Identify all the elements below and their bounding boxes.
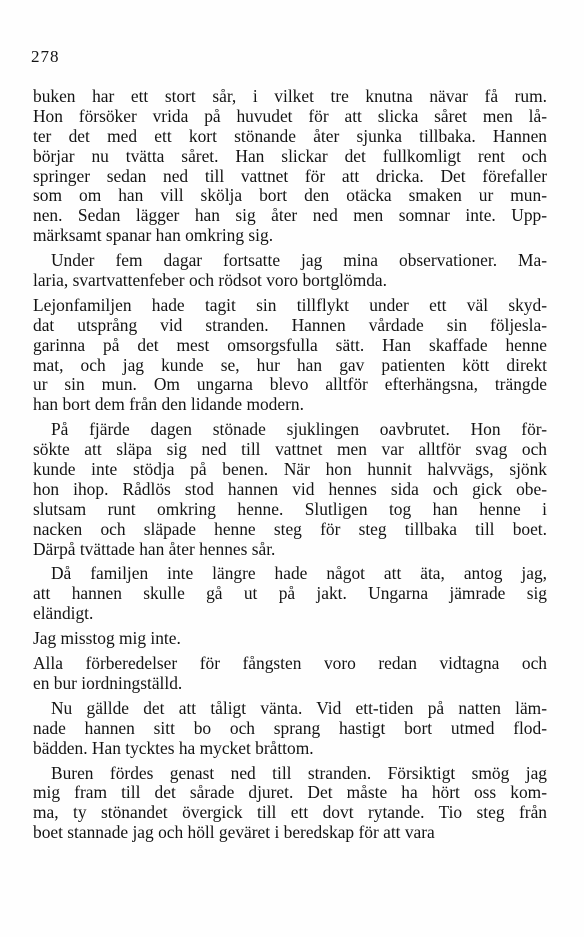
paragraph	[33, 699, 547, 759]
text-line: Lejonfamiljen hade tagit sin tillflykt under ett väl skyd-	[33, 294, 547, 315]
text-line: en bur iordningställd.	[33, 672, 183, 693]
page-number: 278	[31, 47, 60, 66]
text-line: mig fram till det sårade djuret. Det måste ha hört oss kom-	[33, 782, 547, 803]
text-line: På fjärde dagen stönade sjuklingen oavbrutet. Hon för-	[51, 419, 547, 440]
paragraph	[33, 251, 547, 291]
paragraph	[33, 87, 547, 246]
text-line: ter det med ett kort stönande åter sjunka tillbaka. Hannen	[33, 125, 547, 146]
text-line: eländigt.	[33, 603, 94, 624]
text-line: garinna på det mest omsorgsfulla sätt. Han skaffade henne	[33, 334, 547, 355]
text-line: Under fem dagar fortsatte jag mina observationer. Ma-	[51, 250, 547, 271]
text-line: nade hannen sitt bo och sprang hastigt bort utmed flod-	[33, 717, 547, 738]
text-line: Alla förberedelser för fångsten voro redan vidtagna och	[33, 653, 547, 674]
text-line: kunde inte stödja på benen. När hon hunnit halvvägs, sjönk	[33, 459, 547, 480]
text-line: hon ihop. Rådlös stod hannen vid hennes sida och gick obe-	[33, 478, 547, 499]
text-line: märksamt spanar han omkring sig.	[33, 225, 274, 246]
text-line: ur sin mun. Om ungarna blevo alltför efterhängsna, trängde	[33, 374, 547, 395]
text-line: boet stannade jag och höll geväret i beredskap för att vara	[33, 822, 435, 843]
paragraph	[33, 420, 547, 559]
text-line: slutsam runt omkring henne. Slutligen tog han henne i	[33, 498, 547, 519]
text-line: Därpå tvättade han åter hennes sår.	[33, 538, 276, 559]
text-line: ma, ty stönandet övergick till ett dovt rytande. Tio steg från	[33, 802, 547, 823]
text-line: nen. Sedan lägger han sig åter ned men somnar inte. Upp-	[33, 205, 547, 226]
text-line: nacken och släpade henne steg för steg tillbaka till boet.	[33, 518, 547, 539]
text-line: börjar nu tvätta såret. Han slickar det fullkomligt rent och	[33, 145, 547, 166]
text-line: buken har ett stort sår, i vilket tre knutna nävar få rum.	[33, 86, 547, 106]
paragraph	[33, 296, 547, 415]
paragraph	[33, 629, 547, 649]
text-line: laria, svartvattenfeber och rödsot voro bortglömda.	[33, 270, 387, 291]
paragraph	[33, 764, 547, 844]
text-line: Då familjen inte längre hade något att äta, antog jag,	[51, 563, 547, 584]
text-line: bädden. Han tycktes ha mycket bråttom.	[33, 737, 314, 758]
paragraph	[33, 654, 547, 694]
text-line: springer sedan ned till vattnet för att dricka. Det förefaller	[33, 165, 547, 186]
text-line: som om han vill skölja bort den otäcka smaken ur mun-	[33, 185, 547, 206]
text-line: Hon försöker vrida på huvudet för att slicka såret men lå-	[33, 105, 547, 126]
text-line: mat, och jag kunde se, hur han gav patienten kött direkt	[33, 354, 547, 375]
text-line: dat utsprång vid stranden. Hannen vårdade sin följesla-	[33, 314, 547, 335]
text-line: sökte att släpa sig ned till vattnet men var alltför svag och	[33, 439, 547, 460]
text-line: han bort dem från den lidande modern.	[33, 394, 304, 415]
body-text	[33, 87, 547, 843]
text-line: Jag misstog mig inte.	[33, 628, 181, 649]
paragraph	[33, 564, 547, 624]
text-line: Buren fördes genast ned till stranden. Försiktigt smög jag	[51, 762, 547, 783]
text-line: att hannen skulle gå ut på jakt. Ungarna jämrade sig	[33, 583, 547, 604]
text-line: Nu gällde det att tåligt vänta. Vid ett-tiden på natten läm-	[51, 697, 547, 718]
